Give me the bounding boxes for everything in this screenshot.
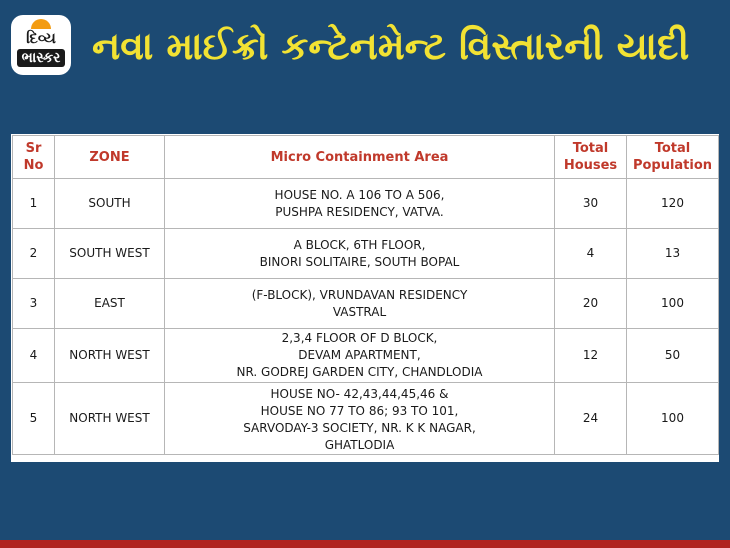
cell-total-houses: 30 xyxy=(555,179,627,229)
area-line: SARVODAY-3 SOCIETY, NR. K K NAGAR, xyxy=(243,420,476,435)
cell-area xyxy=(165,383,555,455)
header-population-text: Total Population xyxy=(632,141,713,173)
cell-sr-no: 3 xyxy=(13,279,55,329)
cell-total-houses: 4 xyxy=(555,229,627,279)
cell-area xyxy=(165,229,555,279)
cell-total-population: 13 xyxy=(627,229,719,279)
logo-text-top: દિવ્ય xyxy=(26,29,56,47)
area-line: (F-BLOCK), VRUNDAVAN RESIDENCY xyxy=(251,287,468,302)
cell-total-houses: 20 xyxy=(555,279,627,329)
table-row xyxy=(13,279,719,329)
cell-zone: SOUTH xyxy=(55,179,165,229)
area-line: GHATLODIA xyxy=(324,437,395,452)
cell-total-houses: 12 xyxy=(555,329,627,383)
cell-zone: EAST xyxy=(55,279,165,329)
cell-total-population: 100 xyxy=(627,279,719,329)
table-row xyxy=(13,329,719,383)
area-line: HOUSE NO 77 TO 86; 93 TO 101, xyxy=(260,403,459,418)
cell-sr-no: 2 xyxy=(13,229,55,279)
area-line: VASTRAL xyxy=(332,304,387,319)
containment-table xyxy=(12,135,719,455)
cell-zone: NORTH WEST xyxy=(55,329,165,383)
page-title: નવા માઈક્રો કન્ટેનમેન્ટ વિસ્તારની યાદી xyxy=(92,24,690,68)
cell-zone: NORTH WEST xyxy=(55,383,165,455)
sun-icon xyxy=(31,19,51,29)
header-sr-no xyxy=(13,136,55,179)
header-houses-text: Total Houses xyxy=(563,141,618,173)
cell-sr-no: 5 xyxy=(13,383,55,455)
table-header-row xyxy=(13,136,719,179)
cell-sr-no: 1 xyxy=(13,179,55,229)
cell-total-houses: 24 xyxy=(555,383,627,455)
area-line: A BLOCK, 6TH FLOOR, xyxy=(293,237,426,252)
area-line: 2,3,4 FLOOR OF D BLOCK, xyxy=(281,331,438,345)
cell-total-population: 50 xyxy=(627,329,719,383)
header-population xyxy=(627,136,719,179)
logo-text-bottom: ભાસ્કર xyxy=(17,49,65,67)
area-line: NR. GODREJ GARDEN CITY, CHANDLODIA xyxy=(236,365,483,379)
bottom-accent-bar xyxy=(0,540,730,548)
containment-table-panel xyxy=(11,134,719,462)
divya-bhaskar-logo xyxy=(11,15,71,75)
cell-zone: SOUTH WEST xyxy=(55,229,165,279)
table-row xyxy=(13,229,719,279)
area-lines xyxy=(169,330,550,381)
header-zone: ZONE xyxy=(55,136,165,179)
header xyxy=(0,0,730,90)
cell-sr-no: 4 xyxy=(13,329,55,383)
area-lines xyxy=(169,187,550,221)
area-line: HOUSE NO- 42,43,44,45,46 & xyxy=(270,386,449,401)
header-area: Micro Containment Area xyxy=(165,136,555,179)
cell-area xyxy=(165,279,555,329)
header-houses xyxy=(555,136,627,179)
cell-area xyxy=(165,179,555,229)
area-line: BINORI SOLITAIRE, SOUTH BOPAL xyxy=(259,254,460,269)
area-line: DEVAM APARTMENT, xyxy=(298,348,421,362)
area-lines xyxy=(169,237,550,271)
cell-total-population: 120 xyxy=(627,179,719,229)
table-row xyxy=(13,179,719,229)
cell-area xyxy=(165,329,555,383)
area-lines xyxy=(169,287,550,321)
header-sr-no-text: Sr No xyxy=(23,141,44,173)
area-line: PUSHPA RESIDENCY, VATVA. xyxy=(275,204,444,219)
area-lines xyxy=(169,386,550,452)
area-line: HOUSE NO. A 106 TO A 506, xyxy=(274,187,445,202)
table-row xyxy=(13,383,719,455)
cell-total-population: 100 xyxy=(627,383,719,455)
